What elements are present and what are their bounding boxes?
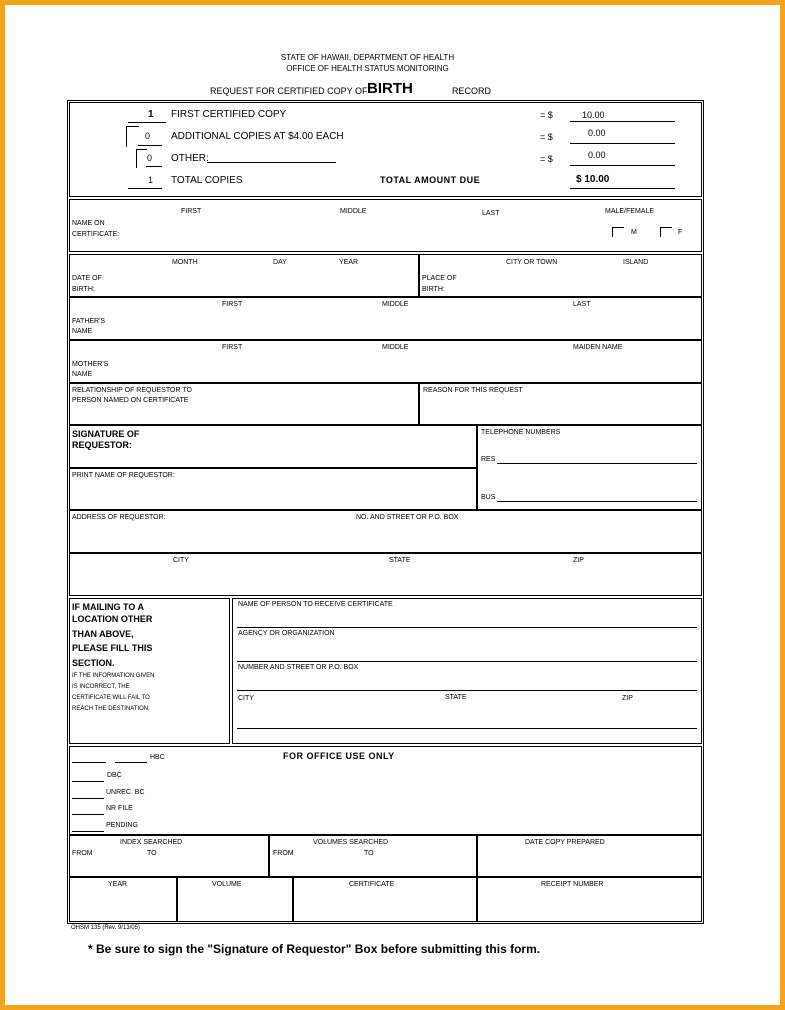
address-city-label: CITY bbox=[173, 557, 189, 564]
office-blank-1 bbox=[72, 762, 106, 763]
birth-day-label: DAY bbox=[273, 259, 287, 266]
res-phone-field[interactable] bbox=[497, 463, 697, 464]
res-label: RES bbox=[481, 456, 496, 463]
receipt-number-label: RECEIPT NUMBER bbox=[541, 881, 604, 888]
total-copies-label: TOTAL COPIES bbox=[171, 175, 243, 186]
mailing-note-1: IF THE INFORMATION GIVEN bbox=[72, 673, 155, 679]
total-amount: $ 10.00 bbox=[576, 174, 610, 185]
place-of-birth-field[interactable] bbox=[419, 254, 702, 297]
unrec-label: UNREC. BC bbox=[106, 789, 145, 796]
mother-first-label: FIRST bbox=[222, 344, 243, 351]
bus-label: BUS bbox=[481, 494, 496, 501]
certificate-label: CERTIFICATE bbox=[349, 881, 395, 888]
mailing-note-3: CERTIFICATE WILL FAIL TO bbox=[72, 695, 150, 701]
office-use-title: FOR OFFICE USE ONLY bbox=[283, 751, 395, 761]
eq-sign-3: = $ bbox=[540, 154, 553, 164]
male-checkbox[interactable] bbox=[612, 227, 624, 237]
first-copy-amount: 10.00 bbox=[582, 110, 605, 120]
birth-island-label: ISLAND bbox=[623, 259, 649, 266]
fathers-name-label-2: NAME bbox=[72, 328, 93, 335]
year-label: YEAR bbox=[108, 881, 128, 888]
signature-label-1: SIGNATURE OF bbox=[72, 429, 140, 439]
mailing-heading-5: SECTION. bbox=[72, 658, 115, 668]
volumes-searched-label: VOLUMES SEARCHED bbox=[313, 839, 389, 846]
name-last-label: LAST bbox=[482, 210, 500, 217]
address-city-field[interactable] bbox=[69, 553, 702, 596]
nr-file-blank bbox=[72, 814, 104, 815]
signature-label-2: REQUESTOR: bbox=[72, 440, 132, 450]
date-copy-label: DATE COPY PREPARED bbox=[525, 839, 605, 846]
agency-field[interactable] bbox=[237, 661, 697, 662]
eq-sign-1: = $ bbox=[540, 110, 553, 120]
mailing-heading-1: IF MAILING TO A bbox=[72, 602, 144, 612]
additional-qty-line bbox=[138, 145, 162, 146]
receiver-name-label: NAME OF PERSON TO RECEIVE CERTIFICATE bbox=[238, 601, 393, 608]
total-amount-line bbox=[570, 188, 675, 189]
request-prefix: REQUEST FOR CERTIFIED COPY OF bbox=[210, 86, 368, 96]
dbc-blank bbox=[72, 781, 104, 782]
pending-label: PENDING bbox=[106, 822, 138, 829]
volumes-to-label: TO bbox=[364, 850, 374, 857]
mailing-heading-3: THAN ABOVE, bbox=[72, 629, 134, 639]
name-on-certificate-section[interactable] bbox=[69, 199, 702, 252]
address-state-label: STATE bbox=[389, 557, 411, 564]
mailing-heading-2: LOCATION OTHER bbox=[72, 614, 153, 624]
name-middle-label: MIDDLE bbox=[340, 208, 367, 215]
mother-middle-label: MIDDLE bbox=[382, 344, 409, 351]
unrec-blank bbox=[72, 798, 104, 799]
mailing-heading-4: PLEASE FILL THIS bbox=[72, 643, 153, 653]
address-zip-label: ZIP bbox=[573, 557, 584, 564]
birth-month-label: MONTH bbox=[172, 259, 198, 266]
agency-label: AGENCY OR ORGANIZATION bbox=[238, 630, 335, 637]
mailing-note-4: REACH THE DESTINATION. bbox=[72, 706, 150, 712]
father-middle-label: MIDDLE bbox=[382, 301, 409, 308]
mailing-street-field[interactable] bbox=[237, 690, 697, 691]
other-label: OTHER: bbox=[171, 153, 209, 164]
index-to-label: TO bbox=[147, 850, 157, 857]
volume-label: VOLUME bbox=[212, 881, 242, 888]
relationship-label-2: PERSON NAMED ON CERTIFICATE bbox=[72, 397, 189, 404]
date-of-birth-label-1: DATE OF bbox=[72, 275, 102, 282]
mailing-city-label: CITY bbox=[238, 695, 254, 702]
total-copies-qty: 1 bbox=[148, 175, 154, 185]
fathers-name-label-1: FATHER'S bbox=[72, 318, 106, 325]
additional-qty-bracket bbox=[126, 126, 139, 147]
eq-sign-2: = $ bbox=[540, 132, 553, 142]
date-of-birth-field[interactable] bbox=[69, 254, 419, 297]
additional-copy-amount: 0.00 bbox=[588, 128, 606, 138]
birth-city-label: CITY OR TOWN bbox=[506, 259, 558, 266]
mothers-name-label-1: MOTHER'S bbox=[72, 361, 109, 368]
male-label: M bbox=[631, 229, 637, 236]
footer-note: * Be sure to sign the "Signature of Requestor" Box before submitting this form. bbox=[88, 942, 541, 956]
place-of-birth-label-2: BIRTH: bbox=[422, 286, 445, 293]
record-type: BIRTH bbox=[367, 80, 413, 97]
additional-amount-line bbox=[570, 143, 675, 144]
additional-copy-label: ADDITIONAL COPIES AT $4.00 EACH bbox=[171, 131, 344, 142]
form-id: OHSM 135 (Rev. 9/13/05) bbox=[71, 925, 140, 931]
dbc-label: DBC bbox=[107, 772, 122, 779]
relationship-label-1: RELATIONSHIP OF REQUESTOR TO bbox=[72, 387, 192, 394]
mailing-zip-label: ZIP bbox=[622, 695, 633, 702]
first-qty-line bbox=[128, 122, 166, 123]
birth-year-label: YEAR bbox=[339, 259, 359, 266]
first-amount-line bbox=[570, 121, 675, 122]
name-sex-label: MALE/FEMALE bbox=[605, 208, 655, 215]
mailing-note-2: IS INCORRECT, THE bbox=[72, 684, 130, 690]
index-searched-label: INDEX SEARCHED bbox=[120, 839, 183, 846]
address-street-label: NO. AND STREET OR P.O. BOX bbox=[356, 514, 459, 521]
first-copy-qty: 1 bbox=[148, 109, 154, 120]
nr-file-label: NR FILE bbox=[106, 805, 133, 812]
index-from-label: FROM bbox=[72, 850, 93, 857]
mother-maiden-label: MAIDEN NAME bbox=[573, 344, 623, 351]
print-name-label: PRINT NAME OF REQUESTOR: bbox=[72, 472, 175, 479]
request-suffix: RECORD bbox=[452, 86, 492, 96]
other-amount-line bbox=[570, 165, 675, 166]
father-first-label: FIRST bbox=[222, 301, 243, 308]
name-on-label-2: CERTIFICATE: bbox=[72, 231, 120, 238]
office-blank-2 bbox=[115, 762, 147, 763]
telephone-section bbox=[477, 425, 702, 510]
name-on-label-1: NAME ON bbox=[72, 220, 105, 227]
first-copy-label: FIRST CERTIFIED COPY bbox=[171, 109, 287, 120]
other-qty-line bbox=[146, 166, 162, 167]
volumes-from-label: FROM bbox=[273, 850, 294, 857]
pending-blank bbox=[72, 831, 104, 832]
female-label: F bbox=[678, 229, 683, 236]
header-line-1: STATE OF HAWAII, DEPARTMENT OF HEALTH bbox=[280, 53, 455, 62]
total-amount-label: TOTAL AMOUNT DUE bbox=[380, 175, 481, 185]
other-copy-amount: 0.00 bbox=[588, 150, 606, 160]
address-label: ADDRESS OF REQUESTOR: bbox=[72, 514, 166, 521]
mailing-street-label: NUMBER AND STREET OR P.O. BOX bbox=[238, 664, 359, 671]
mothers-name-label-2: NAME bbox=[72, 371, 93, 378]
other-copy-qty: 0 bbox=[147, 153, 153, 163]
header-line-2: OFFICE OF HEALTH STATUS MONITORING bbox=[286, 64, 449, 73]
mailing-city-field[interactable] bbox=[237, 728, 697, 729]
other-description-field[interactable] bbox=[207, 162, 336, 163]
bus-phone-field[interactable] bbox=[497, 501, 697, 502]
additional-copy-qty: 0 bbox=[145, 131, 151, 141]
reason-label: REASON FOR THIS REQUEST bbox=[423, 387, 523, 394]
father-last-label: LAST bbox=[573, 301, 591, 308]
hbc-label: HBC bbox=[150, 754, 165, 761]
telephone-label: TELEPHONE NUMBERS bbox=[481, 429, 561, 436]
total-qty-line bbox=[128, 188, 162, 189]
place-of-birth-label-1: PLACE OF bbox=[422, 275, 457, 282]
female-checkbox[interactable] bbox=[660, 227, 672, 237]
date-of-birth-label-2: BIRTH: bbox=[72, 286, 95, 293]
name-first-label: FIRST bbox=[181, 208, 202, 215]
mailing-state-label: STATE bbox=[445, 694, 467, 701]
receiver-name-field[interactable] bbox=[237, 627, 697, 628]
